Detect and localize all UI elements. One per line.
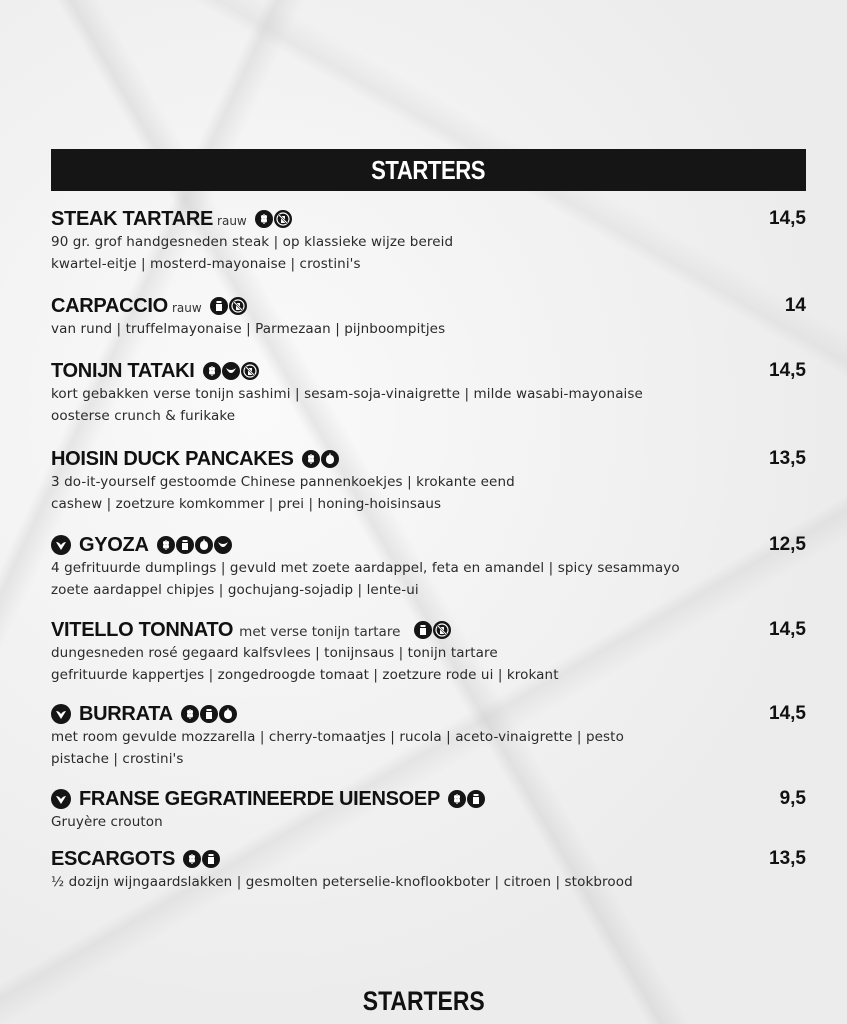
menu-item-name: HOISIN DUCK PANCAKES <box>51 447 294 470</box>
menu-item <box>51 446 806 515</box>
milk-icon <box>414 621 432 639</box>
menu-item-price: 12,5 <box>769 534 806 555</box>
menu-item <box>51 786 806 834</box>
vegetarian-leaf-icon <box>51 789 71 809</box>
menu-item-description: gefrituurde kappertjes | zongedroogde tomaat | zoetzure rode ui | krokant <box>51 666 559 683</box>
milk-icon <box>210 297 228 315</box>
wheat-icon <box>448 790 466 808</box>
menu-item-price: 14 <box>784 295 806 316</box>
allergen-icons <box>181 705 237 723</box>
menu-item-description: Gruyère crouton <box>51 814 163 830</box>
menu-item-description: pistache | crostini's <box>51 750 184 767</box>
wheat-icon <box>157 536 175 554</box>
milk-icon <box>176 536 194 554</box>
no-dairy-icon <box>229 297 247 315</box>
no-dairy-icon <box>433 621 451 639</box>
wheat-icon <box>203 362 221 380</box>
menu-item-note: met verse tonijn tartare <box>239 623 401 640</box>
nut-icon <box>219 705 237 723</box>
menu-item-name: VITELLO TONNATO <box>51 618 234 641</box>
menu-item-description: cashew | zoetzure komkommer | prei | honing-hoisinsaus <box>51 495 442 512</box>
menu-item-description: van rund | truffelmayonaise | Parmezaan | pijnboompitjes <box>51 321 446 337</box>
allergen-icons <box>157 536 232 554</box>
wheat-icon <box>183 850 201 868</box>
menu-item <box>51 358 806 427</box>
menu-item-description: kwartel-eitje | mosterd-mayonaise | crostini's <box>51 255 361 272</box>
menu-item <box>51 532 806 601</box>
menu-item-description: dungesneden rosé gegaard kalfsvlees | tonijnsaus | tonijn tartare <box>51 645 498 661</box>
footer-title: STARTERS <box>362 986 485 1016</box>
wheat-icon <box>181 705 199 723</box>
menu-item-price: 14,5 <box>769 703 806 724</box>
menu-item-header <box>51 293 806 319</box>
menu-item <box>51 293 806 341</box>
section-title: STARTERS <box>371 154 486 185</box>
menu-item-name: BURRATA <box>79 702 173 725</box>
no-dairy-icon <box>274 210 292 228</box>
menu-item-description: zoete aardappel chipjes | gochujang-sojadip | lente-ui <box>51 581 419 598</box>
menu-item-description: kort gebakken verse tonijn sashimi | sesam-soja-vinaigrette | milde wasabi-mayonaise <box>51 386 643 402</box>
allergen-icons <box>448 790 485 808</box>
menu-item-note: rauw <box>217 214 247 228</box>
menu-item <box>51 846 806 894</box>
menu-item-header <box>51 206 806 232</box>
menu-item-header <box>51 701 806 727</box>
milk-icon <box>200 705 218 723</box>
allergen-icons <box>183 850 220 868</box>
menu-item-name: STEAK TARTARE <box>51 207 214 230</box>
menu-item-description: 90 gr. grof handgesneden steak | op klassieke wijze bereid <box>51 234 454 250</box>
menu-item-price: 14,5 <box>769 619 806 640</box>
menu-item-header <box>51 846 806 872</box>
allergen-icons <box>414 621 451 639</box>
menu-item-header <box>51 446 806 472</box>
menu-item-price: 9,5 <box>779 788 806 809</box>
menu-item-description: oosterse crunch & furikake <box>51 407 236 424</box>
nut-icon <box>321 450 339 468</box>
menu-item-description: ½ dozijn wijngaardslakken | gesmolten peterselie-knoflookboter | citroen | stokbrood <box>51 874 633 890</box>
allergen-icons <box>255 210 292 228</box>
soy-icon <box>222 362 240 380</box>
menu-item-header <box>51 532 806 558</box>
milk-icon <box>467 790 485 808</box>
menu-item-price: 13,5 <box>769 448 806 469</box>
menu-item-header <box>51 786 806 812</box>
milk-icon <box>202 850 220 868</box>
menu-item <box>51 617 806 686</box>
menu-item-header <box>51 358 806 384</box>
menu-item-name: FRANSE GEGRATINEERDE UIENSOEP <box>79 787 440 810</box>
menu-item-name: ESCARGOTS <box>51 847 175 870</box>
menu-item <box>51 701 806 770</box>
allergen-icons <box>203 362 259 380</box>
no-dairy-icon <box>241 362 259 380</box>
allergen-icons <box>302 450 339 468</box>
wheat-icon <box>302 450 320 468</box>
nut-icon <box>195 536 213 554</box>
vegetarian-leaf-icon <box>51 704 71 724</box>
footer-title-wrap <box>0 986 847 1017</box>
menu-item-price: 14,5 <box>769 360 806 381</box>
section-header-banner <box>51 149 806 191</box>
vegetarian-leaf-icon <box>51 535 71 555</box>
menu-item-price: 14,5 <box>769 208 806 229</box>
menu-item-note: rauw <box>171 301 202 315</box>
menu-item-name: GYOZA <box>79 533 149 556</box>
menu-item <box>51 206 806 275</box>
menu-item-description: 3 do-it-yourself gestoomde Chinese pannenkoekjes | krokante eend <box>51 474 515 490</box>
menu-item-name: CARPACCIO <box>51 294 168 317</box>
allergen-icons <box>210 297 247 315</box>
wheat-icon <box>255 210 273 228</box>
menu-item-name: TONIJN TATAKI <box>51 359 195 382</box>
menu-item-header <box>51 617 806 643</box>
menu-item-price: 13,5 <box>769 848 806 869</box>
menu-item-description: met room gevulde mozzarella | cherry-tomaatjes | rucola | aceto-vinaigrette | pesto <box>51 729 624 745</box>
menu-item-description: 4 gefrituurde dumplings | gevuld met zoete aardappel, feta en amandel | spicy sesammayo <box>51 560 680 576</box>
soy-icon <box>214 536 232 554</box>
